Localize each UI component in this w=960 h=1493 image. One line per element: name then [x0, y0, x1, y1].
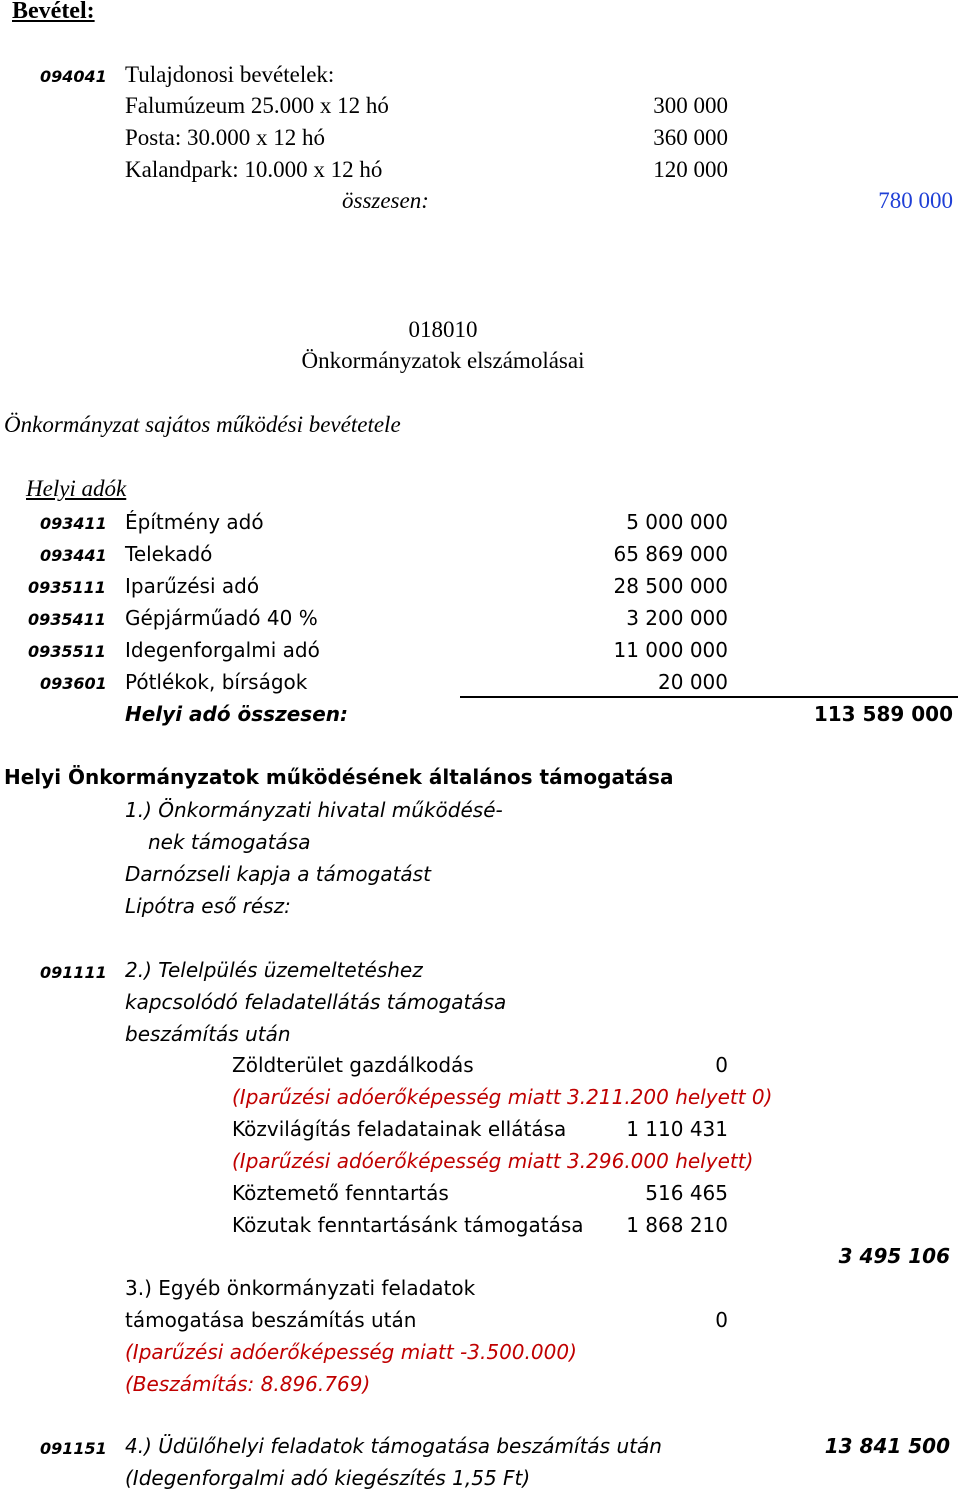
tax-label: Építmény adó — [125, 510, 264, 534]
account-code: 091151 — [40, 1439, 107, 1458]
support-item-value: 0 — [715, 1308, 728, 1332]
tamogatas-title: Helyi Önkormányzatok működésének általános támogatása — [4, 765, 674, 789]
income-item-value: 360 000 — [653, 125, 728, 150]
paragraph-line: Lipótra eső rész: — [125, 894, 291, 918]
support-note: (Iparűzési adóerőképesség miatt 3.211.200 helyett 0) — [232, 1085, 773, 1109]
support-item-value: 1 868 210 — [626, 1213, 728, 1237]
paragraph-line: támogatása beszámítás után — [125, 1308, 417, 1332]
income-item-label: Posta: 30.000 x 12 hó — [125, 125, 325, 150]
income-item-value: 300 000 — [653, 93, 728, 118]
support-item-label: Közvilágítás feladatainak ellátása — [232, 1117, 567, 1141]
paragraph-line: kapcsolódó feladatellátás támogatása — [125, 990, 507, 1014]
paragraph-line: nek támogatása — [148, 830, 311, 854]
paragraph-line: 1.) Önkormányzati hivatal működésé- — [125, 798, 503, 822]
helyi-ado-total-value: 113 589 000 — [813, 702, 953, 726]
tax-value: 28 500 000 — [613, 574, 728, 598]
tulajdonosi-label: Tulajdonosi bevételek: — [125, 62, 335, 87]
tax-label: Pótlékok, bírságok — [125, 670, 308, 694]
income-item-label: Falumúzeum 25.000 x 12 hó — [125, 93, 389, 118]
support-note: (Iparűzési adóerőképesség miatt 3.296.000 helyett) — [232, 1149, 754, 1173]
section-title: Önkormányzatok elszámolásai — [301, 348, 585, 373]
subtotal-label: összesen: — [342, 188, 429, 213]
support-item-value: 516 465 — [645, 1181, 728, 1205]
tax-code: 0935511 — [28, 642, 106, 661]
support-item-value: 13 841 500 — [824, 1434, 950, 1458]
tax-label: Telekadó — [125, 542, 213, 566]
paragraph-line: (Idegenforgalmi adó kiegészítés 1,55 Ft) — [125, 1466, 531, 1490]
helyi-ado-total-label: Helyi adó összesen: — [125, 702, 348, 726]
paragraph-line: beszámítás után — [125, 1022, 291, 1046]
support-item-label: Közutak fenntartásánk támogatása — [232, 1213, 584, 1237]
account-code: 091111 — [40, 963, 107, 982]
tax-value: 3 200 000 — [626, 606, 728, 630]
paragraph-line: 4.) Üdülőhelyi feladatok támogatása beszámítás után — [125, 1434, 662, 1458]
tax-value: 11 000 000 — [613, 638, 728, 662]
account-code: 094041 — [40, 67, 107, 86]
section-number: 018010 — [408, 317, 478, 342]
tax-value: 65 869 000 — [613, 542, 728, 566]
tax-code: 093411 — [40, 514, 107, 533]
tax-label: Iparűzési adó — [125, 574, 260, 598]
subtotal-value: 780 000 — [878, 188, 953, 213]
income-item-value: 120 000 — [653, 157, 728, 182]
tax-value: 5 000 000 — [626, 510, 728, 534]
paragraph-line: 2.) Telelpülés üzemeltetéshez — [125, 958, 423, 982]
support-note: (Iparűzési adóerőképesség miatt -3.500.000) — [125, 1340, 577, 1364]
support-item-value: 1 110 431 — [626, 1117, 728, 1141]
income-item-label: Kalandpark: 10.000 x 12 hó — [125, 157, 383, 182]
tax-label: Gépjárműadó 40 % — [125, 606, 318, 630]
tax-code: 093441 — [40, 546, 107, 565]
support-total: 3 495 106 — [838, 1244, 950, 1268]
tax-label: Idegenforgalmi adó — [125, 638, 320, 662]
support-note: (Beszámítás: 8.896.769) — [125, 1372, 371, 1396]
sum-rule — [460, 696, 958, 698]
sajatos-title: Önkormányzat sajátos működési bevétetele — [4, 412, 401, 437]
tax-code: 0935411 — [28, 610, 106, 629]
support-item-label: Köztemető fenntartás — [232, 1181, 449, 1205]
tax-value: 20 000 — [658, 670, 728, 694]
tax-code: 0935111 — [28, 578, 106, 597]
tax-code: 093601 — [40, 674, 107, 693]
support-item-value: 0 — [715, 1053, 728, 1077]
support-item-label: Zöldterület gazdálkodás — [232, 1053, 474, 1077]
page-heading: Bevétel: — [12, 0, 95, 24]
helyi-adok-title: Helyi adók — [26, 476, 127, 501]
paragraph-line: 3.) Egyéb önkormányzati feladatok — [125, 1276, 476, 1300]
paragraph-line: Darnózseli kapja a támogatást — [125, 862, 431, 886]
